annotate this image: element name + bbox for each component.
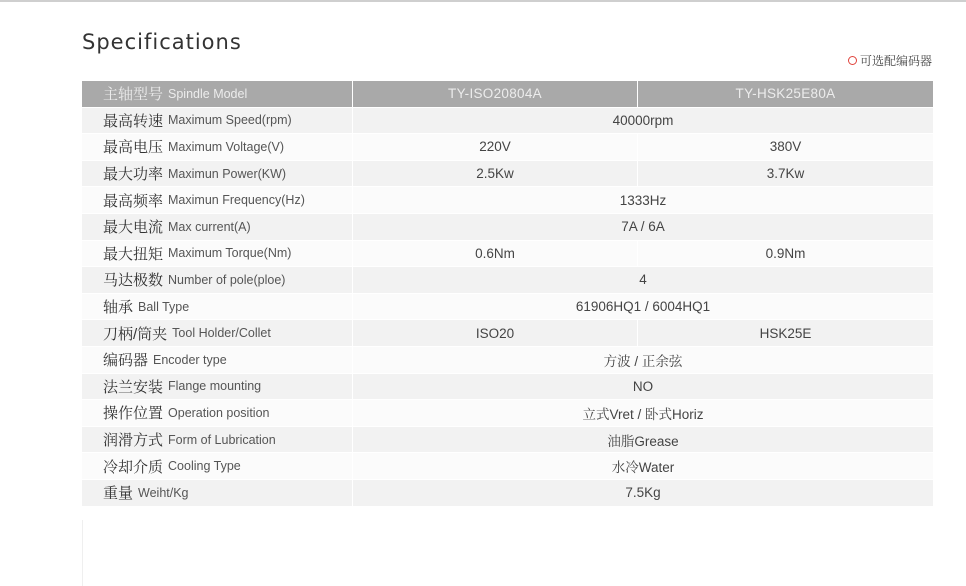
table-row xyxy=(82,134,933,160)
table-row xyxy=(82,267,933,293)
row-value-model-1: 2.5Kw xyxy=(353,161,637,187)
row-label-en: Maximum Voltage(V) xyxy=(168,139,285,154)
table-row xyxy=(82,187,933,213)
row-label-en: Weiht/Kg xyxy=(138,485,189,500)
row-label-zh: 最高频率 xyxy=(103,192,164,210)
row-value: 7A / 6A xyxy=(353,214,933,240)
row-value-model-2: 0.9Nm xyxy=(638,241,933,267)
table-row xyxy=(82,374,933,400)
row-label xyxy=(82,400,352,426)
row-label-zh: 最大电流 xyxy=(103,219,164,237)
bottom-rule xyxy=(82,520,83,586)
row-label xyxy=(82,320,352,346)
row-value-model-1: 220V xyxy=(353,134,637,160)
row-label-zh: 编码器 xyxy=(103,352,149,370)
row-label xyxy=(82,347,352,373)
row-label-zh: 重量 xyxy=(103,485,134,503)
row-label xyxy=(82,161,352,187)
row-label-en: Number of pole(ploe) xyxy=(168,272,286,287)
row-label xyxy=(82,214,352,240)
row-value-model-1: ISO20 xyxy=(353,320,637,346)
row-label xyxy=(82,187,352,213)
row-value: 油脂Grease xyxy=(353,427,933,453)
circle-icon xyxy=(848,56,857,65)
row-label-zh: 法兰安装 xyxy=(103,378,164,396)
table-row xyxy=(82,480,933,506)
row-value: 40000rpm xyxy=(353,108,933,134)
row-label xyxy=(82,241,352,267)
row-label-zh: 冷却介质 xyxy=(103,458,164,476)
row-value: 方波 / 正余弦 xyxy=(353,347,933,373)
row-value-model-2: 380V xyxy=(638,134,933,160)
row-label-zh: 润滑方式 xyxy=(103,432,164,450)
row-label-en: Form of Lubrication xyxy=(168,432,276,447)
row-label-zh: 最大扭矩 xyxy=(103,245,164,263)
spec-table xyxy=(82,81,933,507)
row-label-zh: 刀柄/筒夹 xyxy=(103,325,168,343)
row-label xyxy=(82,480,352,506)
header-label xyxy=(82,81,352,107)
table-row xyxy=(82,108,933,134)
note-text: 可选配编码器 xyxy=(859,54,932,68)
header-label-en: Spindle Model xyxy=(168,86,248,101)
table-row xyxy=(82,453,933,479)
row-label-en: Encoder type xyxy=(153,352,227,367)
row-label-zh: 最高电压 xyxy=(103,139,164,157)
row-label-zh: 最高转速 xyxy=(103,112,164,130)
header-label-zh: 主轴型号 xyxy=(103,86,164,104)
row-label-en: Flange mounting xyxy=(168,379,262,394)
row-label-zh: 轴承 xyxy=(103,299,134,317)
row-label-en: Max current(A) xyxy=(168,219,251,234)
row-value: 1333Hz xyxy=(353,187,933,213)
row-label-en: Cooling Type xyxy=(168,459,241,474)
row-label xyxy=(82,267,352,293)
row-value: 水冷Water xyxy=(353,453,933,479)
table-row xyxy=(82,320,933,346)
row-label xyxy=(82,453,352,479)
header-model-2: TY-HSK25E80A xyxy=(638,81,933,107)
table-row xyxy=(82,427,933,453)
row-value-model-1: 0.6Nm xyxy=(353,241,637,267)
row-label-en: Operation position xyxy=(168,405,270,420)
row-label xyxy=(82,374,352,400)
row-label xyxy=(82,294,352,320)
row-value: 7.5Kg xyxy=(353,480,933,506)
table-row xyxy=(82,347,933,373)
row-label xyxy=(82,108,352,134)
row-value-model-2: HSK25E xyxy=(638,320,933,346)
table-row xyxy=(82,400,933,426)
row-label-zh: 最大功率 xyxy=(103,166,164,184)
row-label-en: Maximum Speed(rpm) xyxy=(168,113,292,128)
row-label-en: Tool Holder/Collet xyxy=(172,326,271,341)
header-model-1: TY-ISO20804A xyxy=(353,81,637,107)
page-title: Specifications xyxy=(82,30,242,54)
optional-encoder-note xyxy=(848,52,932,69)
table-row xyxy=(82,214,933,240)
table-row xyxy=(82,294,933,320)
row-label-en: Maximun Power(KW) xyxy=(168,166,287,181)
row-value: 4 xyxy=(353,267,933,293)
row-label xyxy=(82,134,352,160)
row-label-zh: 马达极数 xyxy=(103,272,164,290)
row-label-zh: 操作位置 xyxy=(103,405,164,423)
top-rule xyxy=(0,0,966,2)
row-value: NO xyxy=(353,374,933,400)
row-value: 立式Vret / 卧式Horiz xyxy=(353,400,933,426)
table-row xyxy=(82,161,933,187)
row-label-en: Maximum Torque(Nm) xyxy=(168,246,292,261)
row-label xyxy=(82,427,352,453)
table-row xyxy=(82,241,933,267)
row-value: 61906HQ1 / 6004HQ1 xyxy=(353,294,933,320)
row-label-en: Maximun Frequency(Hz) xyxy=(168,193,305,208)
row-value-model-2: 3.7Kw xyxy=(638,161,933,187)
table-header-row xyxy=(82,81,933,107)
row-label-en: Ball Type xyxy=(138,299,190,314)
table-body xyxy=(82,108,933,506)
